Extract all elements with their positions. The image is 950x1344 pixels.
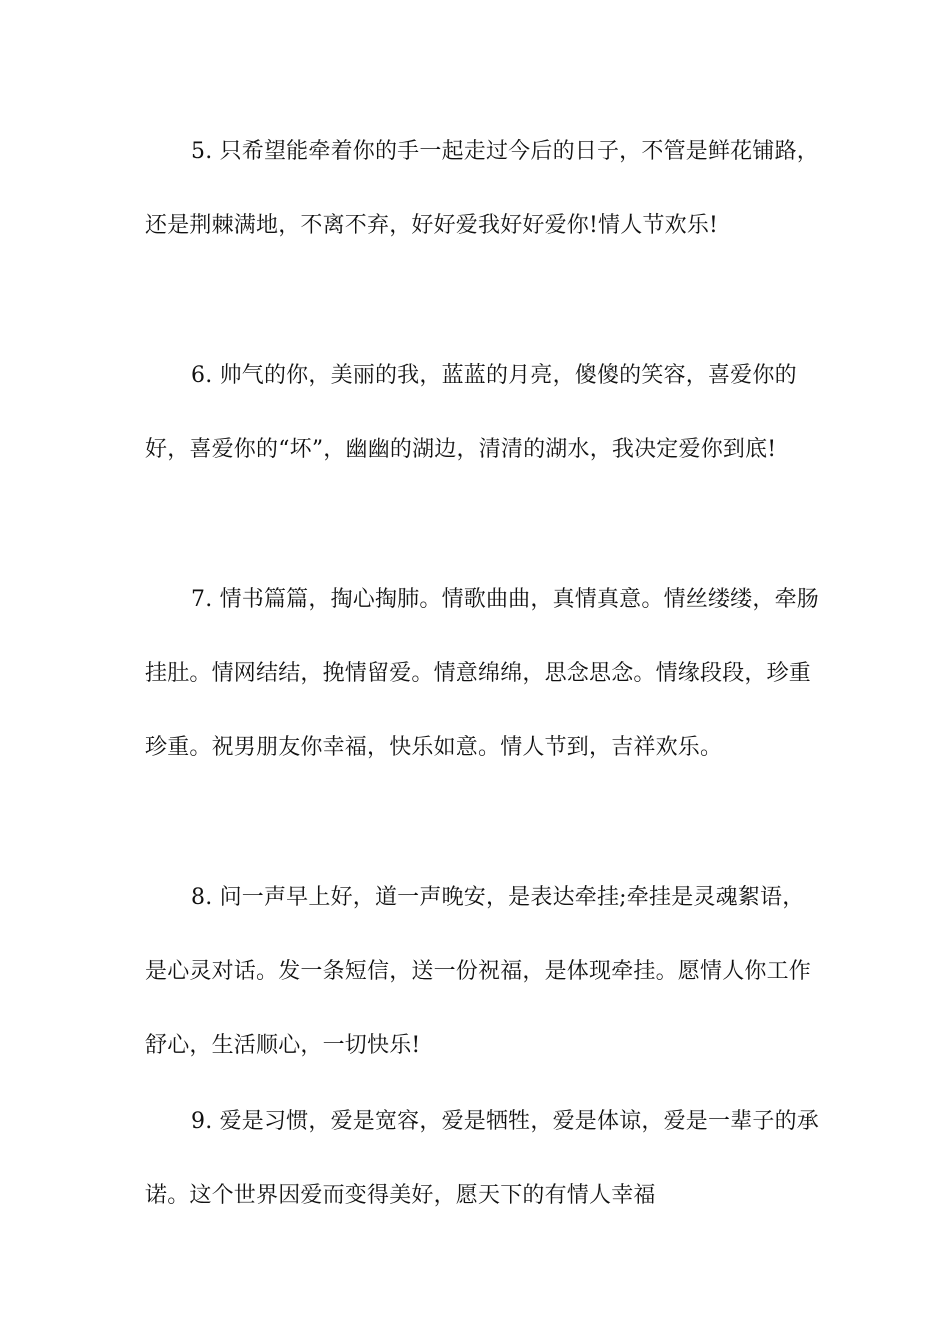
paragraph-7: 7. 情书篇篇，掏心掏肺。情歌曲曲，真情真意。情丝缕缕，牵肠挂肚。情网结结，挽情留爱。情意绵绵，思念思念。情缘段段，珍重珍重。祝男朋友你幸福，快乐如意。情人节到，吉祥欢乐。 bbox=[145, 587, 819, 760]
paragraph-6: 6. 帅气的你，美丽的我，蓝蓝的月亮，傻傻的笑容，喜爱你的好，喜爱你的“坏”，幽幽的湖边，清清的湖水，我决定爱你到底! bbox=[145, 363, 797, 462]
paragraph-5: 5. 只希望能牵着你的手一起走过今后的日子，不管是鲜花铺路，还是荆棘满地，不离不弃，好好爱我好好爱你!情人节欢乐! bbox=[145, 139, 819, 238]
paragraph-8: 8. 问一声早上好，道一声晚安，是表达牵挂;牵挂是灵魂絮语，是心灵对话。发一条短信，送一份祝福，是体现牵挂。愿情人你工作舒心，生活顺心，一切快乐! bbox=[145, 885, 812, 1058]
paragraph-9: 9. 爱是习惯，爱是宽容，爱是牺牲，爱是体谅，爱是一辈子的承诺。这个世界因爱而变得美好，愿天下的有情人幸福 bbox=[145, 1109, 819, 1208]
